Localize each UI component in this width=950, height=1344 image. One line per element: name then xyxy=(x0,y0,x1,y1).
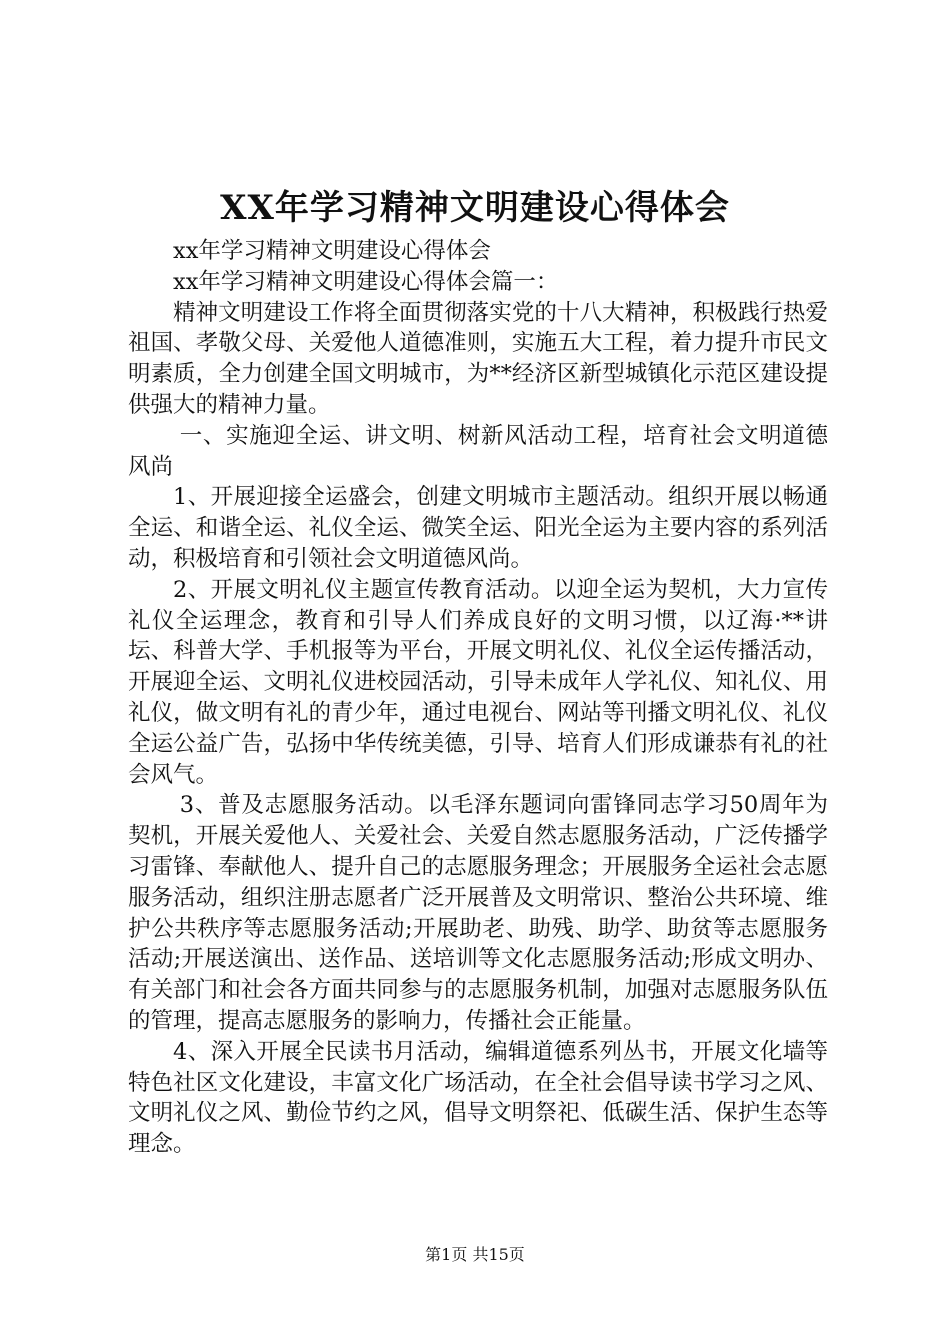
paragraph-subheading: xx年学习精神文明建设心得体会篇一： xyxy=(173,268,559,295)
paragraph-item-4: 4、深入开展全民读书月活动，编辑道德系列丛书，开展文化墙等特色社区文化建设，丰富文化广场活动，在全社会倡导读书学习之风、文明礼仪之风、勤俭节约之风，倡导文明祭祀、低碳生活、保护生态等理念。 xyxy=(128,1038,828,1158)
document-title: XX年学习精神文明建设心得体会 xyxy=(220,188,730,228)
paragraph-item-2: 2、开展文明礼仪主题宣传教育活动。以迎全运为契机，大力宣传礼仪全运理念，教育和引导人们养成良好的文明习惯，以辽海·**讲坛、科普大学、手机报等为平台，开展文明礼仪、礼仪全运传播活动，开展迎全运、文明礼仪进校园活动，引导未成年人学礼仪、知礼仪、用礼仪，做文明有礼的青少年，通过电视台、网站等刊播文明礼仪、礼仪全运公益广告，弘扬中华传统美德，引导、培育人们形成谦恭有礼的社会风气。 xyxy=(128,576,828,788)
paragraph-item-3: 3、普及志愿服务活动。以毛泽东题词向雷锋同志学习50周年为契机，开展关爱他人、关爱社会、关爱自然志愿服务活动，广泛传播学习雷锋、奉献他人、提升自己的志愿服务理念；开展服务全运社会志愿服务活动，组织注册志愿者广泛开展普及文明常识、整治公共环境、维护公共秩序等志愿服务活动;开展助老、助残、助学、助贫等志愿服务活动;开展送演出、送作品、送培训等文化志愿服务活动;形成文明办、有关部门和社会各方面共同参与的志愿服务机制，加强对志愿服务队伍的管理，提高志愿服务的影响力，传播社会正能量。 xyxy=(128,792,828,1034)
page-number: 第1页 共15页 xyxy=(425,1245,525,1264)
document-body xyxy=(128,236,828,1160)
paragraph-intro: 精神文明建设工作将全面贯彻落实党的十八大精神，积极践行热爱祖国、孝敬父母、关爱他人道德准则，实施五大工程，着力提升市民文明素质，全力创建全国文明城市，为**经济区新型城镇化示范区建设提供强大的精神力量。 xyxy=(128,299,828,418)
paragraph-item-1: 1、开展迎接全运盛会，创建文明城市主题活动。组织开展以畅通全运、和谐全运、礼仪全运、微笑全运、阳光全运为主要内容的系列活动，积极培育和引领社会文明道德风尚。 xyxy=(128,484,828,572)
paragraph-heading: xx年学习精神文明建设心得体会 xyxy=(173,238,491,264)
paragraph-section-one: 一、实施迎全运、讲文明、树新风活动工程，培育社会文明道德风尚 xyxy=(128,422,828,480)
